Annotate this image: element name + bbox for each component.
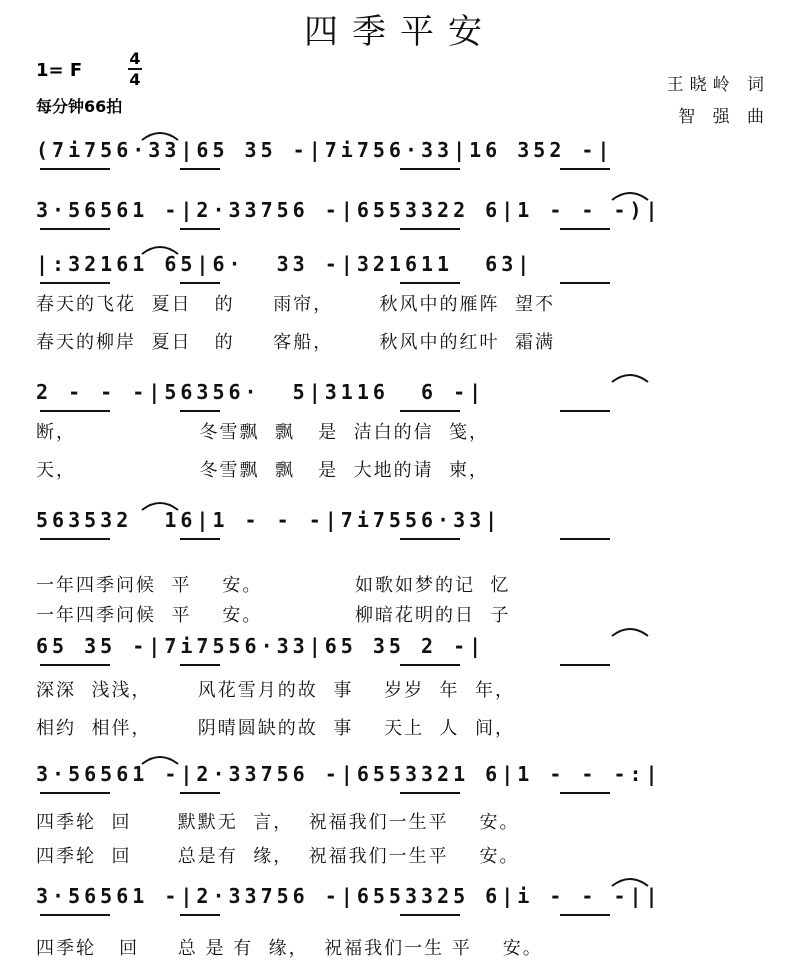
time-signature-bottom: 4 <box>129 70 141 89</box>
slur-arc <box>140 752 180 766</box>
slur-arc <box>610 624 650 638</box>
tempo-marking: 每分钟66拍 <box>36 97 123 116</box>
lyricist-credit: 王晓岭 词 <box>666 75 770 95</box>
system-2 <box>0 198 800 238</box>
beam-underline <box>400 168 460 170</box>
beam-underline <box>400 792 460 794</box>
beam-underline <box>180 410 220 412</box>
system-8 <box>0 884 800 924</box>
notation-line: (7i756·33|65 35 -|7i756·33|16 352 -| <box>36 138 614 162</box>
lyric-line: 四季轮 回 总 是 有 缘， 祝福我们一生 平 安。 <box>36 938 543 959</box>
beam-underline <box>560 168 610 170</box>
lyric-line: 深深 浅浅， 风花雪月的故 事 岁岁 年 年， <box>36 680 515 701</box>
beam-underline <box>180 792 220 794</box>
beam-underline <box>560 228 610 230</box>
lyric-line: 天， 冬雪飘 飘 是 大地的请 柬， <box>36 460 490 481</box>
beam-underline <box>180 664 220 666</box>
beam-underline <box>40 914 110 916</box>
beam-underline <box>40 410 110 412</box>
song-title: 四季平安 <box>304 12 496 52</box>
beam-underline <box>40 168 110 170</box>
beam-underline <box>560 914 610 916</box>
beam-underline <box>560 282 610 284</box>
lyric-line: 四季轮 回 默默无 言， 祝福我们一生平 安。 <box>36 812 520 833</box>
beam-underline <box>40 664 110 666</box>
slur-arc <box>140 242 180 256</box>
beam-underline <box>180 228 220 230</box>
slur-arc <box>140 128 180 142</box>
beam-underline <box>40 282 110 284</box>
beam-underline <box>180 168 220 170</box>
slur-arc <box>610 188 650 202</box>
beam-underline <box>560 792 610 794</box>
beam-underline <box>400 282 460 284</box>
beam-underline <box>400 664 460 666</box>
slur-arc <box>610 370 650 384</box>
system-5 <box>0 508 800 548</box>
beam-underline <box>40 228 110 230</box>
beam-underline <box>560 538 610 540</box>
key-signature: 1= F <box>36 60 83 81</box>
beam-underline <box>40 792 110 794</box>
system-4 <box>0 380 800 420</box>
beam-underline <box>560 664 610 666</box>
composer-credit: 智 强 曲 <box>678 107 770 127</box>
lyric-line: 春天的柳岸 夏日 的 客船， 秋风中的红叶 霜满 <box>36 332 555 353</box>
notation-line: 3·56561 -|2·33756 -|6553322 6|1 - - -)| <box>36 198 662 222</box>
notation-line: 65 35 -|7i7556·33|65 35 2 -| <box>36 634 486 658</box>
lyric-line: 一年四季问候 平 安。 如歌如梦的记 忆 <box>36 575 511 596</box>
beam-underline <box>40 538 110 540</box>
lyric-line: 一年四季问候 平 安。 柳暗花明的日 子 <box>36 605 511 626</box>
lyric-line: 断， 冬雪飘 飘 是 洁白的信 笺， <box>36 422 490 443</box>
notation-line: 3·56561 -|2·33756 -|6553325 6|i - - -|| <box>36 884 662 908</box>
beam-underline <box>180 538 220 540</box>
beam-underline <box>560 410 610 412</box>
system-3 <box>0 252 800 292</box>
notation-line: 3·56561 -|2·33756 -|6553321 6|1 - - -:| <box>36 762 662 786</box>
time-signature <box>128 50 142 88</box>
notation-line: |:32161 65|6· 33 -|321611 63| <box>36 252 534 276</box>
slur-arc <box>610 874 650 888</box>
beam-underline <box>180 914 220 916</box>
lyric-line: 四季轮 回 总是有 缘， 祝福我们一生平 安。 <box>36 846 520 867</box>
lyric-line: 相约 相伴， 阴晴圆缺的故 事 天上 人 间， <box>36 718 515 739</box>
beam-underline <box>400 914 460 916</box>
notation-line: 2 - - -|56356· 5|3116 6 -| <box>36 380 486 404</box>
notation-line: 563532 16|1 - - -|7i7556·33| <box>36 508 502 532</box>
lyric-line: 春天的飞花 夏日 的 雨帘， 秋风中的雁阵 望不 <box>36 294 555 315</box>
system-1 <box>0 138 800 178</box>
slur-arc <box>140 498 180 512</box>
beam-underline <box>400 228 460 230</box>
beam-underline <box>180 282 220 284</box>
system-7 <box>0 762 800 802</box>
beam-underline <box>400 538 460 540</box>
system-6 <box>0 634 800 674</box>
beam-underline <box>400 410 460 412</box>
time-signature-top: 4 <box>129 49 141 68</box>
